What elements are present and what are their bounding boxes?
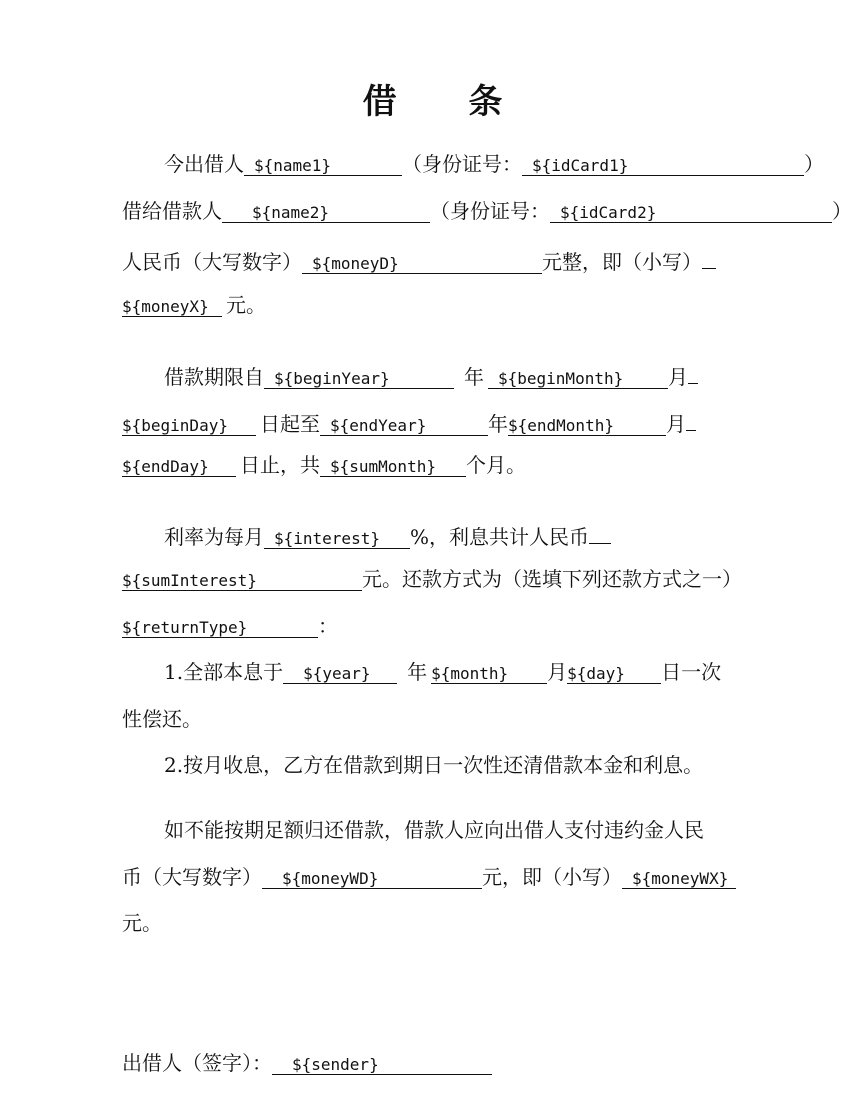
p4-line-1 bbox=[164, 815, 704, 845]
lender-id-field[interactable]: ${idCard1} bbox=[522, 149, 804, 176]
p4-text: 币（大写数字） bbox=[122, 865, 262, 889]
p1-line-1 bbox=[164, 149, 824, 179]
p3-text: %，利息共计人民币 bbox=[410, 525, 590, 549]
p2-text: 年 bbox=[488, 412, 508, 436]
p3-text: 利率为每月 bbox=[164, 525, 264, 549]
p2-text: 日止，共 bbox=[240, 453, 320, 477]
signature-line bbox=[122, 1048, 492, 1078]
p2-line-3 bbox=[122, 450, 526, 480]
underline-spacer bbox=[702, 242, 716, 269]
amount-uppercase-field[interactable]: ${moneyD} bbox=[302, 247, 542, 274]
pay-day-field[interactable]: ${day} bbox=[567, 657, 661, 684]
borrower-id-field[interactable]: ${idCard2} bbox=[550, 196, 832, 223]
p2-text: 日起至 bbox=[260, 412, 320, 436]
p2-text: 借款期限自 bbox=[164, 365, 264, 389]
p1-text: 今出借人 bbox=[164, 152, 244, 176]
p3-text: ： bbox=[318, 614, 338, 638]
begin-year-field[interactable]: ${beginYear} bbox=[264, 362, 454, 389]
signature-label: 出借人（签字）： bbox=[122, 1051, 272, 1075]
interest-rate-field[interactable]: ${interest} bbox=[264, 522, 410, 549]
borrower-name-field[interactable]: ${name2} bbox=[222, 196, 430, 223]
p1-text: （身份证号： bbox=[402, 152, 522, 176]
p1-text: 元。 bbox=[226, 293, 266, 317]
p1-line-3 bbox=[122, 242, 716, 272]
end-year-field[interactable]: ${endYear} bbox=[320, 409, 488, 436]
p3-option-1 bbox=[164, 657, 721, 687]
p2-line-1 bbox=[164, 357, 698, 387]
end-month-field[interactable]: ${endMonth} bbox=[508, 409, 666, 436]
p3-text: 年 bbox=[407, 660, 428, 684]
p3-text: 元。还款方式为（选填下列还款方式之一） bbox=[362, 567, 742, 591]
sum-interest-field[interactable]: ${sumInterest} bbox=[122, 564, 362, 591]
p4-line-2 bbox=[122, 862, 736, 892]
lender-signature-field[interactable]: ${sender} bbox=[272, 1048, 492, 1075]
page-title: 借 条 bbox=[362, 82, 533, 122]
begin-day-field[interactable]: ${beginDay} bbox=[122, 409, 256, 436]
p1-text: 借给借款人 bbox=[122, 199, 222, 223]
amount-lowercase-field[interactable]: ${moneyX} bbox=[122, 290, 222, 317]
p2-text: 个月。 bbox=[466, 453, 526, 477]
underline-spacer bbox=[688, 357, 698, 384]
begin-month-field[interactable]: ${beginMonth} bbox=[488, 362, 668, 389]
return-type-field[interactable]: ${returnType} bbox=[122, 611, 318, 638]
p4-text: 元，即（小写） bbox=[482, 865, 622, 889]
p1-line-2 bbox=[122, 196, 852, 226]
p3-text: 2.按月收息，乙方在借款到期日一次性还清借款本金和利息。 bbox=[164, 753, 704, 777]
underline-spacer bbox=[686, 404, 696, 431]
p2-text: 年 bbox=[464, 365, 484, 389]
pay-month-field[interactable]: ${month} bbox=[431, 657, 547, 684]
p3-text: 日一次 bbox=[661, 660, 722, 684]
p1-text: ） bbox=[804, 152, 824, 176]
p1-text: 元整，即（小写） bbox=[542, 250, 702, 274]
p3-text: 1.全部本息于 bbox=[164, 660, 284, 684]
pay-year-field[interactable]: ${year} bbox=[283, 657, 397, 684]
underline-spacer bbox=[589, 517, 611, 544]
p3-text: 性偿还。 bbox=[122, 707, 202, 731]
end-day-field[interactable]: ${endDay} bbox=[122, 450, 236, 477]
penalty-lowercase-field[interactable]: ${moneyWX} bbox=[622, 862, 736, 889]
p4-text: 元。 bbox=[122, 911, 162, 935]
p4-text: 如不能按期足额归还借款，借款人应向出借人支付违约金人民 bbox=[164, 818, 704, 842]
p1-text: 人民币（大写数字） bbox=[122, 250, 302, 274]
p1-text: ） bbox=[832, 199, 852, 223]
p3-line-1 bbox=[164, 517, 611, 547]
p2-line-2 bbox=[122, 404, 696, 434]
p2-text: 月 bbox=[666, 412, 686, 436]
p3-line-2 bbox=[122, 564, 742, 594]
p3-line-3 bbox=[122, 611, 338, 641]
penalty-uppercase-field[interactable]: ${moneyWD} bbox=[262, 862, 482, 889]
p1-text: （身份证号： bbox=[430, 199, 550, 223]
lender-name-field[interactable]: ${name1} bbox=[244, 149, 402, 176]
p3-text: 月 bbox=[547, 660, 568, 684]
sum-month-field[interactable]: ${sumMonth} bbox=[320, 450, 466, 477]
p1-line-4 bbox=[122, 290, 266, 320]
p4-line-3 bbox=[122, 908, 162, 938]
p3-option-2 bbox=[164, 750, 703, 780]
p3-option-1-cont bbox=[122, 704, 202, 734]
p2-text: 月 bbox=[668, 365, 688, 389]
